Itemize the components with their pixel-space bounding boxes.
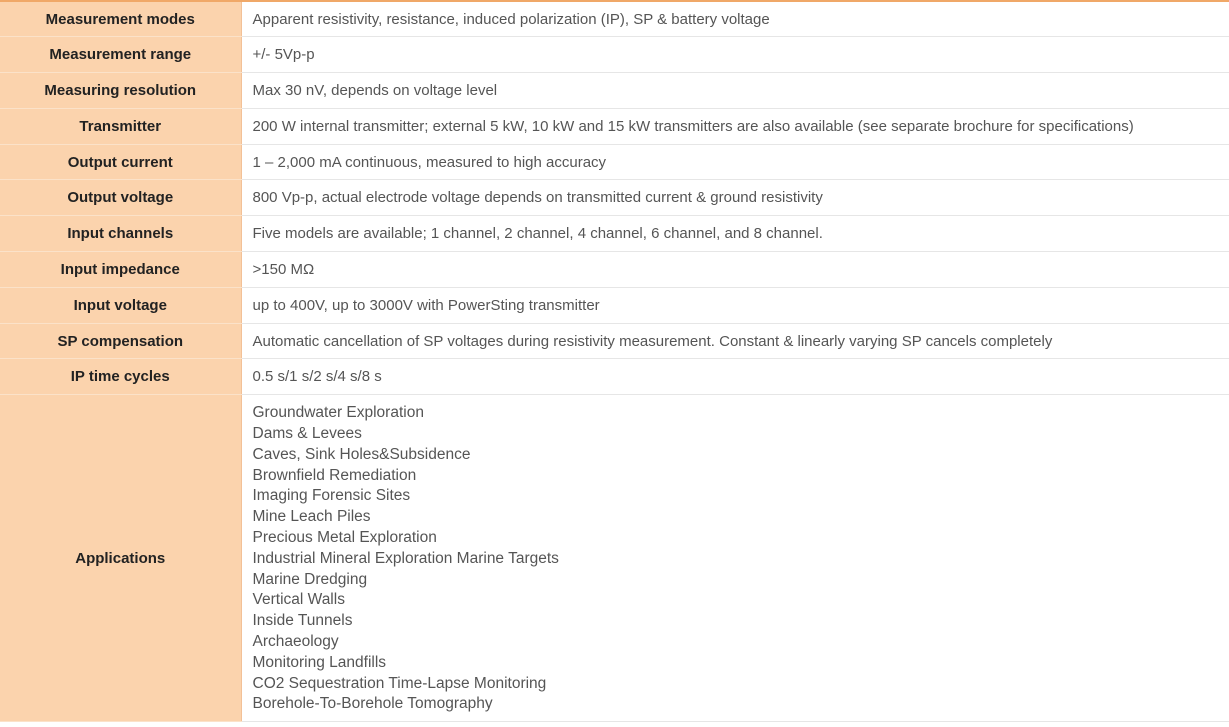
- list-item: Dams & Levees: [252, 425, 362, 443]
- spec-label: Input impedance: [0, 252, 241, 288]
- spec-label: Transmitter: [0, 108, 241, 144]
- spec-value: Five models are available; 1 channel, 2 channel, 4 channel, 6 channel, and 8 channel.: [241, 216, 1229, 252]
- spec-row-measurement-range: [0, 37, 1229, 73]
- list-item: Vertical Walls: [252, 591, 345, 609]
- list-item: Inside Tunnels: [252, 612, 353, 630]
- spec-row-applications: [0, 395, 1229, 722]
- list-item: Mine Leach Piles: [252, 508, 371, 526]
- spec-value: Apparent resistivity, resistance, induced polarization (IP), SP & battery voltage: [241, 1, 1229, 37]
- spec-row-measurement-modes: [0, 1, 1229, 37]
- spec-row-output-current: [0, 144, 1229, 180]
- spec-value: Automatic cancellation of SP voltages during resistivity measurement. Constant & linearly varying SP cancels completely: [241, 323, 1229, 359]
- spec-row-sp-compensation: [0, 323, 1229, 359]
- spec-label: Output voltage: [0, 180, 241, 216]
- spec-label: SP compensation: [0, 323, 241, 359]
- spec-row-ip-time-cycles: [0, 359, 1229, 395]
- list-item: Imaging Forensic Sites: [252, 487, 411, 505]
- applications-list: [241, 395, 1229, 722]
- list-item: Industrial Mineral Exploration Marine Targets: [252, 549, 559, 567]
- spec-row-output-voltage: [0, 180, 1229, 216]
- list-item: Precious Metal Exploration: [252, 529, 437, 547]
- spec-value: 0.5 s/1 s/2 s/4 s/8 s: [241, 359, 1229, 395]
- spec-label: Measurement modes: [0, 1, 241, 37]
- list-item: Archaeology: [252, 633, 339, 651]
- list-item: CO2 Sequestration Time-Lapse Monitoring: [252, 674, 547, 692]
- spec-value: Max 30 nV, depends on voltage level: [241, 73, 1229, 109]
- spec-value: up to 400V, up to 3000V with PowerSting transmitter: [241, 287, 1229, 323]
- spec-label: Output current: [0, 144, 241, 180]
- spec-row-input-channels: [0, 216, 1229, 252]
- list-item: Monitoring Landfills: [252, 653, 387, 671]
- spec-value: 800 Vp-p, actual electrode voltage depends on transmitted current & ground resistivity: [241, 180, 1229, 216]
- spec-label: Measurement range: [0, 37, 241, 73]
- spec-row-input-voltage: [0, 287, 1229, 323]
- spec-label: Measuring resolution: [0, 73, 241, 109]
- spec-value: +/- 5Vp-p: [241, 37, 1229, 73]
- spec-label: IP time cycles: [0, 359, 241, 395]
- list-item: Brownfield Remediation: [252, 466, 417, 484]
- spec-row-measuring-resolution: [0, 73, 1229, 109]
- spec-value: >150 MΩ: [241, 252, 1229, 288]
- spec-value: 200 W internal transmitter; external 5 kW, 10 kW and 15 kW transmitters are also available (see separate brochure for specifications): [241, 108, 1229, 144]
- list-item: Marine Dredging: [252, 570, 368, 588]
- list-item: Caves, Sink Holes&Subsidence: [252, 445, 471, 463]
- spec-row-input-impedance: [0, 252, 1229, 288]
- spec-label: Applications: [0, 395, 241, 722]
- spec-label: Input voltage: [0, 287, 241, 323]
- spec-value: 1 – 2,000 mA continuous, measured to high accuracy: [241, 144, 1229, 180]
- list-item: Groundwater Exploration: [252, 404, 424, 422]
- spec-row-transmitter: [0, 108, 1229, 144]
- spec-label: Input channels: [0, 216, 241, 252]
- list-item: Borehole-To-Borehole Tomography: [252, 695, 493, 713]
